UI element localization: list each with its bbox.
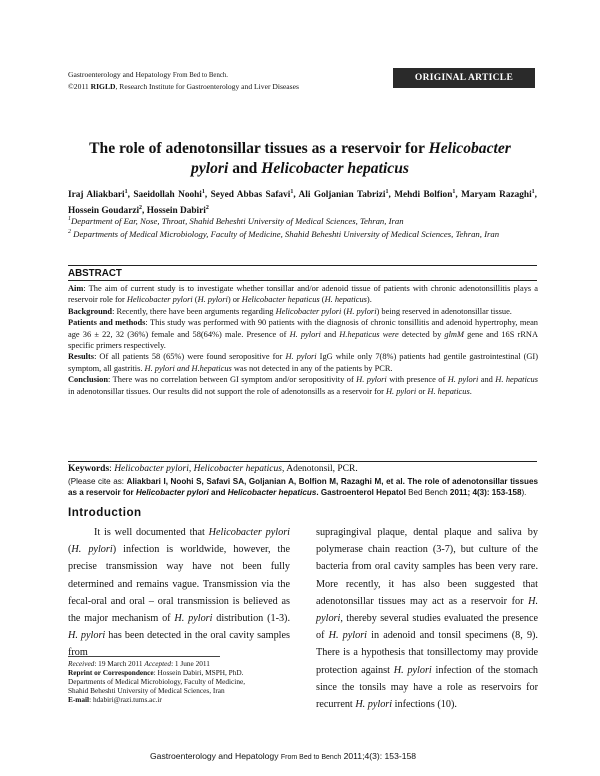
correspondence-email: E-mail: hdabiri@razi.tums.ac.ir [68,695,162,704]
intro-paragraph-2: supragingival plaque, dental plaque and saliva by polymerase chain reaction (3-7), but culture of the bacteria from oral cavity samples has been very rare. More recently, it has also been suggested that adenotonsillar tissues may act as a reservoir for H. pylori, thereby several studies evaluated the presence of H. pylori in adenoid and tonsil specimens (8, 9). There is a hypothesis that tonsillectomy may provide protection against H. pylori infection of the stomach since the tonsils may have a role as reservoirs for recurrent H. pylori infections (10). [316,527,538,711]
affiliation-1: $^1$Department of Ear, Nose, Throat, Shahid Beheshti University of Medical Sciences, Tehran, Iran [68,215,404,226]
affiliation-2: $^2$ Departments of Medical Microbiology, Faculty of Medicine, Shahid Beheshti University of Medical Sciences, Tehran, Iran [68,228,500,239]
intro-paragraph-1: It is well documented that Helicobacter pylori (H. pylori) infection is worldwide, however, the precise transmission way have not been fully determined and remains vague. Transmission via the fecal-oral and oral – oral transmission is believed as the major mechanism of H. pylori distribution (1-3). H. pylori has been detected in the oral cavity samples from [68,527,291,659]
author: Mehdi Bolfion$^1$, [394,189,458,201]
author: Maryam Razaghi$^1$, [461,189,537,201]
journal-name-line [68,69,299,81]
abstract-heading-rule [68,280,537,281]
abstract-aim: Aim: The aim of current study is to investigate whether tonsillar and/or adenoid tissue of patients with chronic adenotonsillitis plays a reservoir role for Helicobacter pylori (H. pylori) or Helicobacter hepaticus (H. hepaticus). [68,284,538,305]
footnote [68,659,298,704]
abstract-methods: Patients and methods: This study was performed with 90 patients with the diagnosis of chronic tonsillitis and adenoid hypertrophy, mean age 36 ± 22, 32 (36%) female and 58(64%) male. Presence of H. pylori and H.hepaticus were detected by glmM gene and 16S rRNA specific primers respectively. [68,318,539,351]
author: Iraj Aliakbari$^1$, [68,189,130,201]
journal-header [68,69,299,92]
intro-column-right [316,524,538,713]
publisher: RIGLD [90,82,116,91]
journal-tag: From Bed to Bench. [172,72,228,79]
correspondence-univ: Shahid Beheshti University of Medical Sciences, Iran [68,686,225,695]
received-dates: Received: 19 March 2011 Accepted: 1 June 2011 [68,659,210,668]
abstract-background: Background: Recently, there have been arguments regarding Helicobacter pylori (H. pylori) being reserved in adenotonsillar tissue. [68,306,512,316]
abstract-heading: ABSTRACT [68,268,122,279]
section-heading-introduction: Introduction [68,506,142,519]
copyright-line [68,81,299,92]
article-type-badge: ORIGINAL ARTICLE [393,68,535,88]
keywords: Keywords: Helicobacter pylori, Helicobacter hepaticus, Adenotonsil, PCR. [68,464,358,474]
author: Saeidollah Noohi$^1$, [133,189,208,201]
author: Hossein Goudarzi$^2$, [68,204,145,216]
journal-name: Gastroenterology and Hepatology [68,70,171,79]
abstract-top-rule [68,265,537,266]
footnote-rule [68,656,220,657]
author: Seyed Abbas Safavi$^1$, [210,189,296,201]
article-title: The role of adenotonsillar tissues as a reservoir for Helicobacter pylori and Helicobacter hepaticus [89,140,511,177]
correspondence-dept: Departments of Medical Microbiology, Faculty of Medicine, [68,677,246,686]
page-footer: Gastroenterology and Hepatology From Bed to Bench 2011;4(3): 153-158 [150,751,417,761]
institute: , Research Institute for Gastroenterology and Liver Diseases [115,82,299,91]
author: Hossein Dabiri$^2$ [146,204,209,216]
abstract-conclusion: Conclusion: There was no correlation between GI symptom and/or seropositivity of H. pylori with presence of H. pylori and H. hepaticus in adenotonsillar tissues. Our results did not support the role of adenotonsills as a reservoir for H. pylori or H. hepaticus. [68,375,538,396]
abstract-body [68,283,538,397]
abstract-results: Results: Of all patients 58 (65%) were found seropositive for H. pylori IgG while only 7(8%) patients had gentile gastrointestinal (GI) symptom, all gastritis. H. pylori and H.hepaticus was not detected in any of the patients by PCR. [68,352,539,373]
abstract-bottom-rule [68,461,537,462]
intro-column-left [68,524,290,662]
correspondence: Reprint or Correspondence: Hossein Dabiri, MSPH, PhD. [68,668,244,677]
citation-note: (Please cite as: Aliakbari I, Noohi S, Safavi SA, Goljanian A, Bolfion M, Razaghi M, et al. The role of adenotonsillar tissues as a reservoir for Helicobacter pylori and Helicobacter hepaticus. Gastroenterol Hepatol Bed Bench 2011; 4(3): 153-158). [68,477,538,498]
copyright-year: ©2011 [68,82,89,91]
author: Ali Goljanian Tabrizi$^1$, [298,189,391,201]
